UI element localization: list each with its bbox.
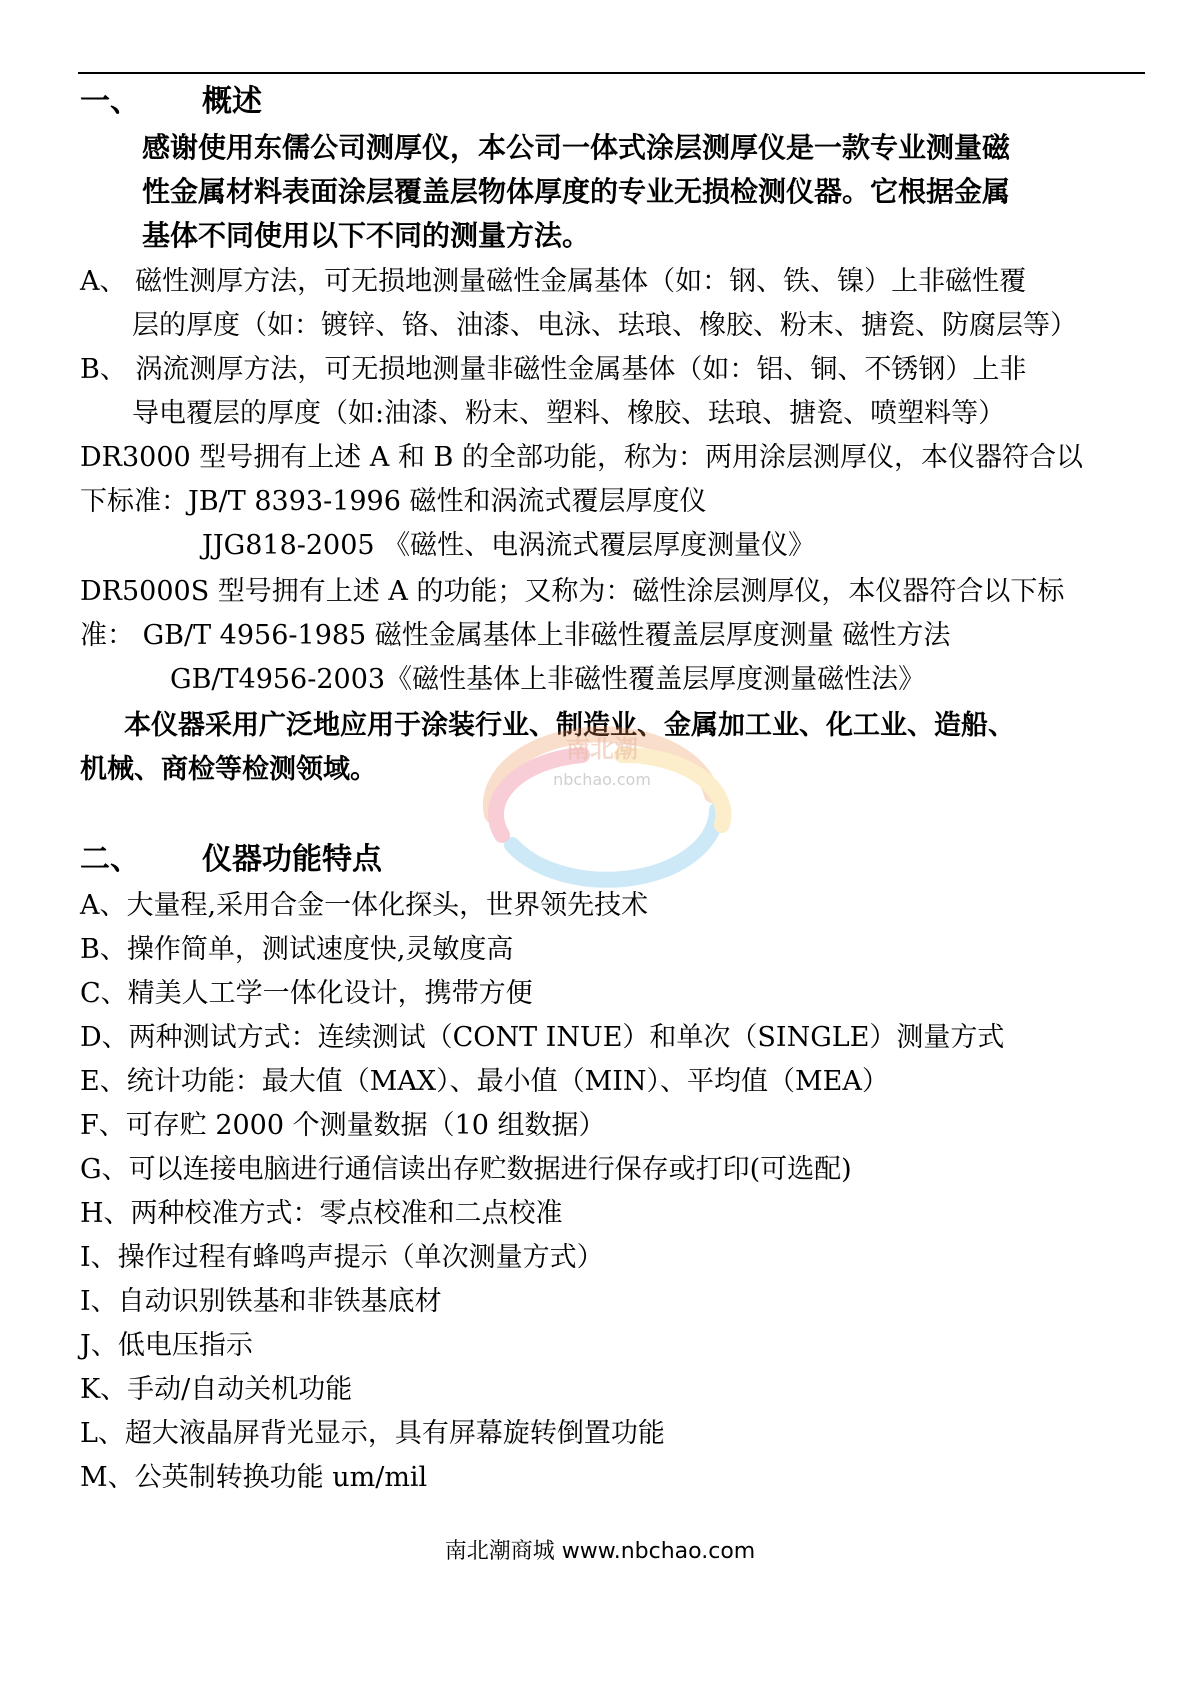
method-a-line-2: 层的厚度（如：镀锌、铬、油漆、电泳、珐琅、橡胶、粉末、搪瓷、防腐层等）: [132, 310, 1077, 341]
feature-item: C、精美人工学一体化设计，携带方便: [80, 978, 533, 1009]
section1-title: 概述: [202, 84, 262, 119]
feature-item: M、公英制转换功能 um/mil: [80, 1462, 428, 1493]
feature-item: G、可以连接电脑进行通信读出存贮数据进行保存或打印(可选配): [80, 1154, 852, 1185]
dr3000-line-2: 下标准：JB/T 8393-1996 磁性和涡流式覆层厚度仪: [80, 486, 707, 517]
feature-item: J、低电压指示: [80, 1330, 253, 1361]
section2-title: 仪器功能特点: [202, 842, 382, 877]
feature-item: H、两种校准方式：零点校准和二点校准: [80, 1198, 563, 1229]
feature-item: D、两种测试方式：连续测试（CONT INUE）和单次（SINGLE）测量方式: [80, 1022, 1005, 1053]
feature-item: B、操作简单，测试速度快,灵敏度高: [80, 934, 514, 965]
intro-line-1: 感谢使用东儒公司测厚仪，本公司一体式涂层测厚仪是一款专业测量磁: [142, 131, 1011, 164]
page-footer: 南北潮商城 www.nbchao.com: [444, 1539, 756, 1564]
application-line-1: 本仪器采用广泛地应用于涂装行业、制造业、金属加工业、化工业、造船、: [124, 710, 1015, 741]
svg-text:nbchao.com: nbchao.com: [553, 770, 651, 789]
intro-line-3: 基体不同使用以下不同的测量方法。: [142, 219, 591, 252]
dr3000-line-1: DR3000 型号拥有上述 A 和 B 的全部功能，称为：两用涂层测厚仪，本仪器符合以: [80, 442, 1083, 473]
method-a-line-1: A、 磁性测厚方法，可无损地测量磁性金属基体（如：钢、铁、镍）上非磁性覆: [80, 266, 1027, 297]
section1-number: 一、: [80, 84, 140, 119]
feature-item: K、手动/自动关机功能: [80, 1374, 353, 1405]
dr5000-line-3: GB/T4956-2003《磁性基体上非磁性覆盖层厚度测量磁性法》: [170, 664, 926, 695]
application-line-2: 机械、商检等检测领域。: [80, 754, 377, 785]
feature-item: A、大量程,采用合金一体化探头，世界领先技术: [80, 890, 649, 921]
dr5000-line-1: DR5000S 型号拥有上述 A 的功能；又称为：磁性涂层测厚仪，本仪器符合以下标: [80, 576, 1065, 607]
feature-item: E、统计功能：最大值（MAX）、最小值（MIN）、平均值（MEA）: [80, 1066, 889, 1097]
method-b-line-1: B、 涡流测厚方法，可无损地测量非磁性金属基体（如：铝、铜、不锈钢）上非: [80, 354, 1027, 385]
method-b-line-2: 导电覆层的厚度（如:油漆、粉末、塑料、橡胶、珐琅、搪瓷、喷塑料等）: [132, 398, 1006, 429]
dr3000-line-3: JJG818-2005 《磁性、电涡流式覆层厚度测量仪》: [202, 530, 816, 561]
feature-item: F、可存贮 2000 个测量数据（10 组数据）: [80, 1110, 606, 1141]
header-rule: [78, 72, 1145, 74]
feature-item: I、操作过程有蜂鸣声提示（单次测量方式）: [80, 1242, 604, 1273]
dr5000-line-2: 准： GB/T 4956-1985 磁性金属基体上非磁性覆盖层厚度测量 磁性方法: [80, 620, 951, 651]
feature-item: L、超大液晶屏背光显示，具有屏幕旋转倒置功能: [80, 1418, 665, 1449]
intro-line-2: 性金属材料表面涂层覆盖层物体厚度的专业无损检测仪器。它根据金属: [142, 175, 1011, 208]
section2-number: 二、: [80, 842, 140, 877]
svg-text:南北潮: 南北潮: [566, 735, 638, 763]
feature-item: I、自动识别铁基和非铁基底材: [80, 1286, 442, 1317]
